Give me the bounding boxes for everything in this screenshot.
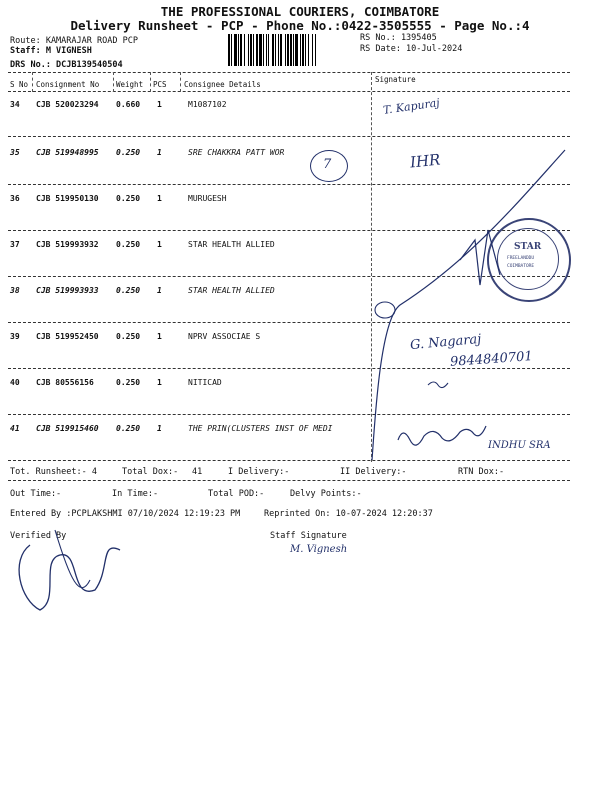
out-time: Out Time:- (10, 489, 62, 499)
staff-label: Staff: M VIGNESH (10, 46, 92, 56)
row-separator (8, 276, 570, 277)
row-sno: 37 (10, 240, 20, 249)
route-label: Route: KAMARAJAR ROAD PCP (10, 36, 138, 46)
barcode-bar (253, 34, 254, 66)
table-row (8, 240, 370, 290)
barcode (228, 34, 354, 66)
barcode-bar (238, 34, 239, 66)
barcode-bar (256, 34, 258, 66)
rs-number: RS No.: 1395405 (360, 33, 437, 43)
row-pcs: 1 (157, 424, 162, 433)
row-pcs: 1 (157, 332, 162, 341)
row-consignment-no: CJB 519952450 (36, 332, 99, 341)
table-row (8, 286, 370, 336)
company-title: THE PROFESSIONAL COURIERS, COIMBATORE (160, 4, 440, 19)
seal-brand-text: STAR (514, 242, 542, 252)
row-weight: 0.250 (116, 194, 141, 203)
col-header-signature: Signature (375, 75, 416, 84)
col-header-pcs: PCS (153, 80, 167, 89)
table-row (8, 100, 370, 150)
barcode-bar (244, 34, 245, 66)
totals-rule (8, 480, 570, 481)
row-sno: 34 (10, 100, 20, 109)
handwritten-name-41: INDHU SRA (488, 440, 551, 451)
scribble-row-41 (398, 426, 486, 445)
barcode-bar (315, 34, 316, 66)
scribble-verified-by (19, 545, 120, 610)
row-separator (8, 460, 570, 461)
row-weight: 0.250 (116, 424, 141, 433)
col-divider (150, 72, 151, 92)
ii-delivery: II Delivery:- (340, 467, 407, 477)
total-dox-value: 41 (192, 467, 203, 477)
barcode-bar (302, 34, 304, 66)
handwritten-phone-39: 9844840701 (449, 349, 534, 370)
runsheet-subtitle: Delivery Runsheet - PCP - Phone No.:0422-3505555 - Page No.:4 (70, 18, 530, 33)
row-pcs: 1 (157, 240, 162, 249)
delvy-points: Delvy Points:- (290, 489, 362, 499)
signature-col-divider (371, 72, 372, 462)
in-time: In Time:- (112, 489, 159, 499)
row-weight: 0.250 (116, 286, 141, 295)
row-separator (8, 368, 570, 369)
row-weight: 0.250 (116, 378, 141, 387)
table-top-rule (8, 72, 570, 73)
row-sno: 35 (10, 148, 20, 157)
barcode-bar (266, 34, 267, 66)
handwritten-signature-39: G. Nagaraj (409, 331, 482, 354)
drs-number: DRS No.: DCJB139540504 (10, 60, 123, 70)
row-sno: 36 (10, 194, 20, 203)
row-sno: 39 (10, 332, 20, 341)
reprinted-on: Reprinted On: 10-07-2024 12:20:37 (264, 509, 433, 519)
barcode-bar (259, 34, 262, 66)
row-consignee: STAR HEALTH ALLIED (188, 286, 275, 295)
row-separator (8, 230, 570, 231)
col-header-consignment: Consignment No (36, 80, 100, 89)
header-bottom-rule (8, 91, 570, 92)
col-divider (113, 72, 114, 92)
col-header-consignee: Consignee Details (184, 80, 261, 89)
seal-mid-text: FREELANDDU (507, 256, 535, 261)
row-sno: 38 (10, 286, 20, 295)
handwritten-circle-number: 7 (323, 157, 332, 172)
row-separator (8, 322, 570, 323)
row-consignee: M1087102 (188, 100, 227, 109)
row-consignment-no: CJB 519993933 (36, 286, 99, 295)
table-row (8, 378, 370, 428)
row-consignment-no: CJB 519915460 (36, 424, 99, 433)
handwritten-signature-34: T. Kapuraj (382, 96, 441, 117)
col-divider (180, 72, 181, 92)
col-header-sno: S No (10, 80, 29, 89)
row-weight: 0.660 (116, 100, 141, 109)
row-consignee: NITICAD (188, 378, 222, 387)
barcode-bar (240, 34, 242, 66)
row-sno: 40 (10, 378, 20, 387)
row-consignment-no: CJB 519993932 (36, 240, 99, 249)
row-separator (8, 136, 570, 137)
row-consignee: THE PRIN(CLUSTERS INST OF MEDI (188, 424, 333, 433)
barcode-bar (280, 34, 282, 66)
row-consignment-no: CJB 519950130 (36, 194, 99, 203)
row-consignee: NPRV ASSOCIAE S (188, 332, 261, 341)
barcode-bar (248, 34, 249, 66)
total-pod: Total POD:- (208, 489, 265, 499)
scribble-row-38-loop (375, 302, 395, 318)
row-separator (8, 184, 570, 185)
row-weight: 0.250 (116, 148, 141, 157)
entered-by: Entered By :PCPLAKSHMI 07/10/2024 12:19:23 PM (10, 509, 241, 519)
total-dox-label: Total Dox:- (122, 467, 179, 477)
row-consignee: MURUGESH (188, 194, 227, 203)
row-sno: 41 (10, 424, 20, 433)
barcode-bar (285, 34, 286, 66)
barcode-bar (278, 34, 279, 66)
barcode-bar (308, 34, 309, 66)
barcode-bar (228, 34, 230, 66)
col-header-weight: Weight (116, 80, 144, 89)
barcode-bar (305, 34, 306, 66)
barcode-bar (231, 34, 232, 66)
barcode-bar (295, 34, 298, 66)
row-consignee: STAR HEALTH ALLIED (188, 240, 275, 249)
tot-runsheet: Tot. Runsheet:- 4 (10, 467, 97, 477)
row-separator (8, 414, 570, 415)
table-row (8, 332, 370, 382)
row-consignee: SRE CHAKKRA PATT WOR (188, 148, 285, 157)
staff-handwritten-signature: M. Vignesh (290, 544, 348, 555)
barcode-bar (272, 34, 274, 66)
handwritten-signature-35: IHR (409, 150, 442, 172)
i-delivery: I Delivery:- (228, 467, 290, 477)
row-consignment-no: CJB 519948995 (36, 148, 99, 157)
barcode-bar (250, 34, 252, 66)
row-pcs: 1 (157, 378, 162, 387)
seal-low-text: COIMBATORE (507, 264, 535, 269)
rs-date: RS Date: 10-Jul-2024 (360, 44, 463, 54)
row-pcs: 1 (157, 286, 162, 295)
row-pcs: 1 (157, 100, 162, 109)
barcode-bar (287, 34, 289, 66)
barcode-bar (300, 34, 301, 66)
barcode-bar (275, 34, 276, 66)
barcode-bar (290, 34, 292, 66)
row-weight: 0.250 (116, 332, 141, 341)
row-pcs: 1 (157, 148, 162, 157)
barcode-bar (312, 34, 313, 66)
row-weight: 0.250 (116, 240, 141, 249)
barcode-bar (263, 34, 264, 66)
barcode-bar (268, 34, 269, 66)
scribble-row-40 (428, 382, 448, 388)
barcode-bar (293, 34, 294, 66)
rtn-dox: RTN Dox:- (458, 467, 505, 477)
verified-by-label: Verified By (10, 531, 67, 541)
barcode-bar (234, 34, 237, 66)
row-consignment-no: CJB 80556156 (36, 378, 94, 387)
staff-signature-label: Staff Signature (270, 531, 347, 541)
company-seal-stamp (487, 218, 571, 302)
row-pcs: 1 (157, 194, 162, 203)
table-row (8, 194, 370, 244)
row-consignment-no: CJB 520023294 (36, 100, 99, 109)
col-divider (32, 72, 33, 92)
